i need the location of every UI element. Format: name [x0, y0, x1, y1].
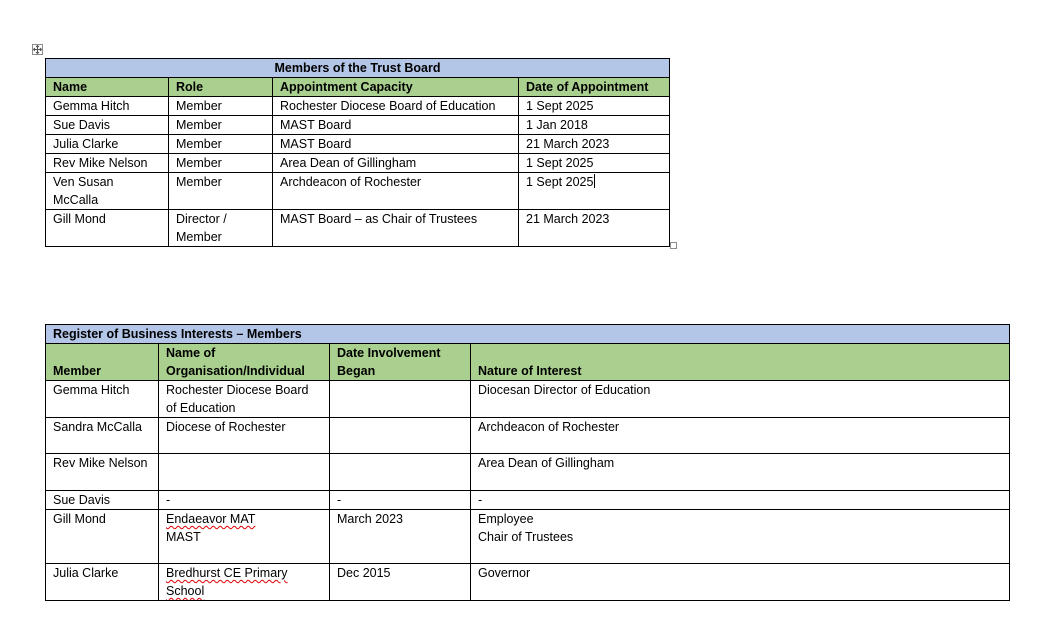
cell-date[interactable]: March 2023 — [330, 510, 471, 564]
cell-organisation[interactable]: - — [159, 491, 330, 510]
table-row — [46, 97, 670, 116]
cell-date[interactable] — [330, 381, 471, 418]
cell-name[interactable]: Gemma Hitch — [46, 97, 169, 116]
cell-member[interactable]: Rev Mike Nelson — [46, 454, 159, 491]
table-move-handle[interactable] — [32, 44, 43, 55]
move-arrows-icon — [33, 45, 42, 54]
cell-organisation[interactable]: Rochester Diocese Board of Education — [159, 381, 330, 418]
cell-nature[interactable]: Archdeacon of Rochester — [471, 418, 1010, 454]
table-row — [46, 381, 1010, 418]
cell-role[interactable]: Member — [169, 135, 273, 154]
cell-organisation-line: MAST — [166, 530, 201, 544]
cell-organisation-text: Bredhurst CE Primary School — [166, 566, 288, 598]
table-row — [46, 454, 1010, 491]
trust-board-title[interactable]: Members of the Trust Board — [46, 59, 670, 78]
cell-name[interactable]: Rev Mike Nelson — [46, 154, 169, 173]
cell-organisation[interactable] — [159, 510, 330, 564]
business-interests-title[interactable]: Register of Business Interests – Members — [46, 325, 1010, 344]
cell-name[interactable]: Ven Susan McCalla — [46, 173, 169, 210]
header-name[interactable]: Name — [46, 78, 169, 97]
header-member[interactable]: Member — [46, 344, 159, 381]
cell-organisation[interactable] — [159, 454, 330, 491]
table-row — [46, 154, 670, 173]
cell-date[interactable] — [330, 454, 471, 491]
cell-capacity[interactable]: MAST Board – as Chair of Trustees — [273, 210, 519, 247]
cell-role[interactable]: Member — [169, 154, 273, 173]
cell-organisation[interactable]: Diocese of Rochester — [159, 418, 330, 454]
cell-date[interactable] — [519, 173, 670, 210]
cell-capacity[interactable]: MAST Board — [273, 116, 519, 135]
cell-capacity[interactable]: Area Dean of Gillingham — [273, 154, 519, 173]
cell-nature[interactable]: - — [471, 491, 1010, 510]
table-resize-handle[interactable] — [670, 242, 677, 249]
cell-nature[interactable]: Governor — [471, 564, 1010, 601]
header-role[interactable]: Role — [169, 78, 273, 97]
cell-role[interactable]: Member — [169, 97, 273, 116]
header-nature-of-interest[interactable]: Nature of Interest — [471, 344, 1010, 381]
header-organisation[interactable]: Name of Organisation/Individual — [159, 344, 330, 381]
cell-date-text: 1 Sept 2025 — [526, 175, 594, 189]
table-row — [46, 510, 1010, 564]
cell-date[interactable]: 21 March 2023 — [519, 210, 670, 247]
cell-role[interactable]: Member — [169, 173, 273, 210]
cell-date[interactable] — [330, 418, 471, 454]
table-row — [46, 210, 670, 247]
cell-date[interactable]: 21 March 2023 — [519, 135, 670, 154]
cell-member[interactable]: Sandra McCalla — [46, 418, 159, 454]
cell-member[interactable]: Gemma Hitch — [46, 381, 159, 418]
cell-name[interactable]: Sue Davis — [46, 116, 169, 135]
header-date-of-appointment[interactable]: Date of Appointment — [519, 78, 670, 97]
cell-date[interactable]: 1 Sept 2025 — [519, 97, 670, 116]
cell-date[interactable]: Dec 2015 — [330, 564, 471, 601]
cell-nature-line: Chair of Trustees — [478, 530, 574, 544]
cell-capacity[interactable]: MAST Board — [273, 135, 519, 154]
cell-name[interactable]: Gill Mond — [46, 210, 169, 247]
cell-organisation[interactable] — [159, 564, 330, 601]
cell-role[interactable]: Director / Member — [169, 210, 273, 247]
business-interests-table — [45, 324, 1010, 601]
cell-nature[interactable]: Area Dean of Gillingham — [471, 454, 1010, 491]
cell-nature[interactable] — [471, 510, 1010, 564]
cell-member[interactable]: Gill Mond — [46, 510, 159, 564]
text-cursor — [594, 174, 595, 188]
cell-member[interactable]: Julia Clarke — [46, 564, 159, 601]
table-row — [46, 564, 1010, 601]
trust-board-table — [45, 58, 670, 247]
cell-date[interactable]: - — [330, 491, 471, 510]
table-row — [46, 418, 1010, 454]
table-row — [46, 491, 1010, 510]
cell-capacity[interactable]: Archdeacon of Rochester — [273, 173, 519, 210]
cell-date[interactable]: 1 Sept 2025 — [519, 154, 670, 173]
cell-member[interactable]: Sue Davis — [46, 491, 159, 510]
table-row — [46, 135, 670, 154]
header-appointment-capacity[interactable]: Appointment Capacity — [273, 78, 519, 97]
cell-capacity[interactable]: Rochester Diocese Board of Education — [273, 97, 519, 116]
cell-nature-line: Employee — [478, 512, 534, 526]
header-date-involvement[interactable]: Date Involvement Began — [330, 344, 471, 381]
cell-organisation-line: Endaeavor MAT — [166, 512, 256, 526]
cell-nature[interactable]: Diocesan Director of Education — [471, 381, 1010, 418]
table-row — [46, 173, 670, 210]
cell-date[interactable]: 1 Jan 2018 — [519, 116, 670, 135]
cell-role[interactable]: Member — [169, 116, 273, 135]
cell-name[interactable]: Julia Clarke — [46, 135, 169, 154]
table-row — [46, 116, 670, 135]
